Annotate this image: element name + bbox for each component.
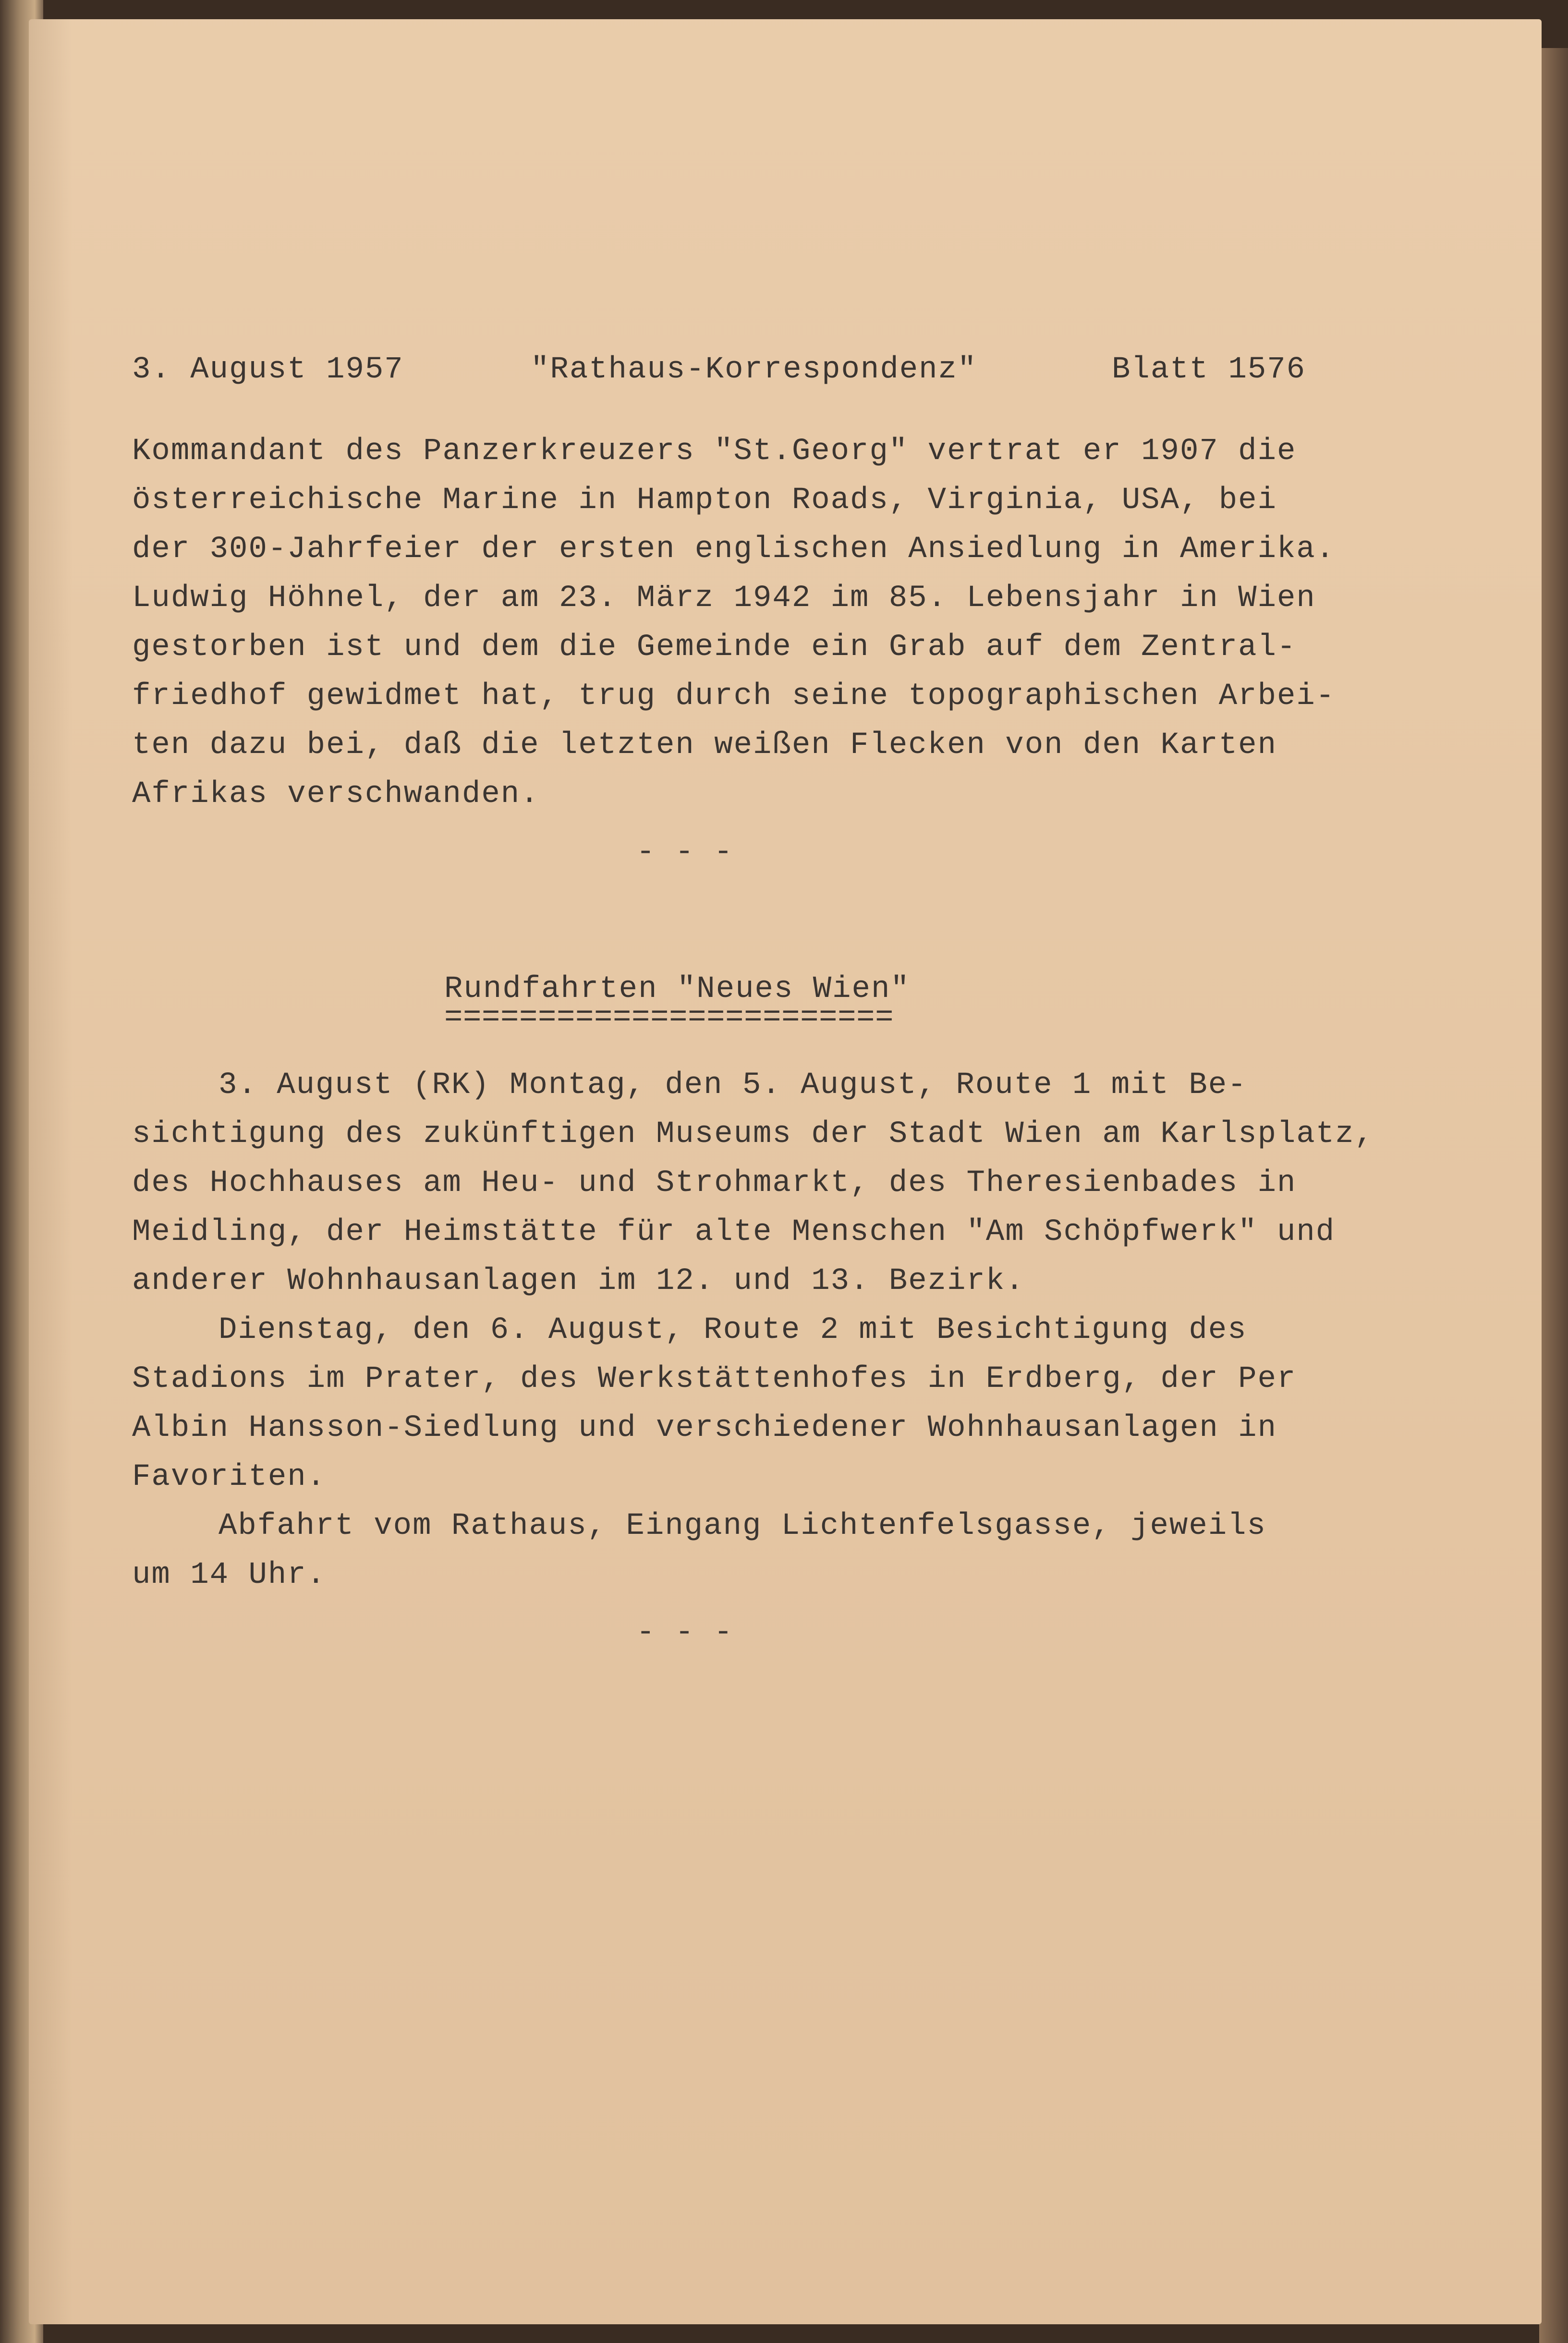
paragraph4-line: Abfahrt vom Rathaus, Eingang Lichtenfelsgasse, jeweils bbox=[219, 1509, 1266, 1543]
paragraph3-line: Favoriten. bbox=[132, 1460, 327, 1494]
paragraph2-line: Meidling, der Heimstätte für alte Menschen "Am Schöpfwerk" und bbox=[132, 1215, 1336, 1250]
separator: - - - bbox=[636, 1615, 734, 1650]
paragraph4-line: um 14 Uhr. bbox=[132, 1558, 327, 1592]
paragraph1-line: gestorben ist und dem die Gemeinde ein Grab auf dem Zentral- bbox=[132, 630, 1297, 665]
paragraph1-line: ten dazu bei, daß die letzten weißen Flecken von den Karten bbox=[132, 728, 1277, 763]
page-stack-edge bbox=[1539, 48, 1568, 2343]
separator: - - - bbox=[636, 835, 734, 870]
paragraph2-line: anderer Wohnhausanlagen im 12. und 13. Bezirk. bbox=[132, 1264, 1025, 1299]
paragraph2-line: 3. August (RK) Montag, den 5. August, Route 1 mit Be- bbox=[219, 1068, 1247, 1103]
document-page bbox=[29, 19, 1542, 2324]
header-date: 3. August 1957 bbox=[132, 352, 404, 387]
paragraph2-line: des Hochhauses am Heu- und Strohmarkt, des Theresienbades in bbox=[132, 1166, 1297, 1201]
section-title-underline: ======================== bbox=[444, 1001, 894, 1035]
paragraph1-line: Afrikas verschwanden. bbox=[132, 777, 540, 812]
section-title: Rundfahrten "Neues Wien" bbox=[444, 972, 910, 1007]
paragraph1-line: Ludwig Höhnel, der am 23. März 1942 im 85. Lebensjahr in Wien bbox=[132, 581, 1316, 616]
paragraph3-line: Dienstag, den 6. August, Route 2 mit Besichtigung des bbox=[219, 1313, 1247, 1348]
header-sheet-number: Blatt 1576 bbox=[1112, 352, 1306, 387]
paragraph3-line: Stadions im Prater, des Werkstättenhofes in Erdberg, der Per bbox=[132, 1362, 1297, 1396]
paragraph1-line: österreichische Marine in Hampton Roads, Virginia, USA, bei bbox=[132, 483, 1277, 518]
paragraph1-line: Kommandant des Panzerkreuzers "St.Georg" vertrat er 1907 die bbox=[132, 434, 1297, 469]
paragraph1-line: der 300-Jahrfeier der ersten englischen Ansiedlung in Amerika. bbox=[132, 532, 1336, 567]
header-publication: "Rathaus-Korrespondenz" bbox=[531, 352, 977, 387]
paragraph1-line: friedhof gewidmet hat, trug durch seine topographischen Arbei- bbox=[132, 679, 1336, 714]
paragraph3-line: Albin Hansson-Siedlung und verschiedener Wohnhausanlagen in bbox=[132, 1411, 1277, 1445]
paragraph2-line: sichtigung des zukünftigen Museums der Stadt Wien am Karlsplatz, bbox=[132, 1117, 1374, 1152]
